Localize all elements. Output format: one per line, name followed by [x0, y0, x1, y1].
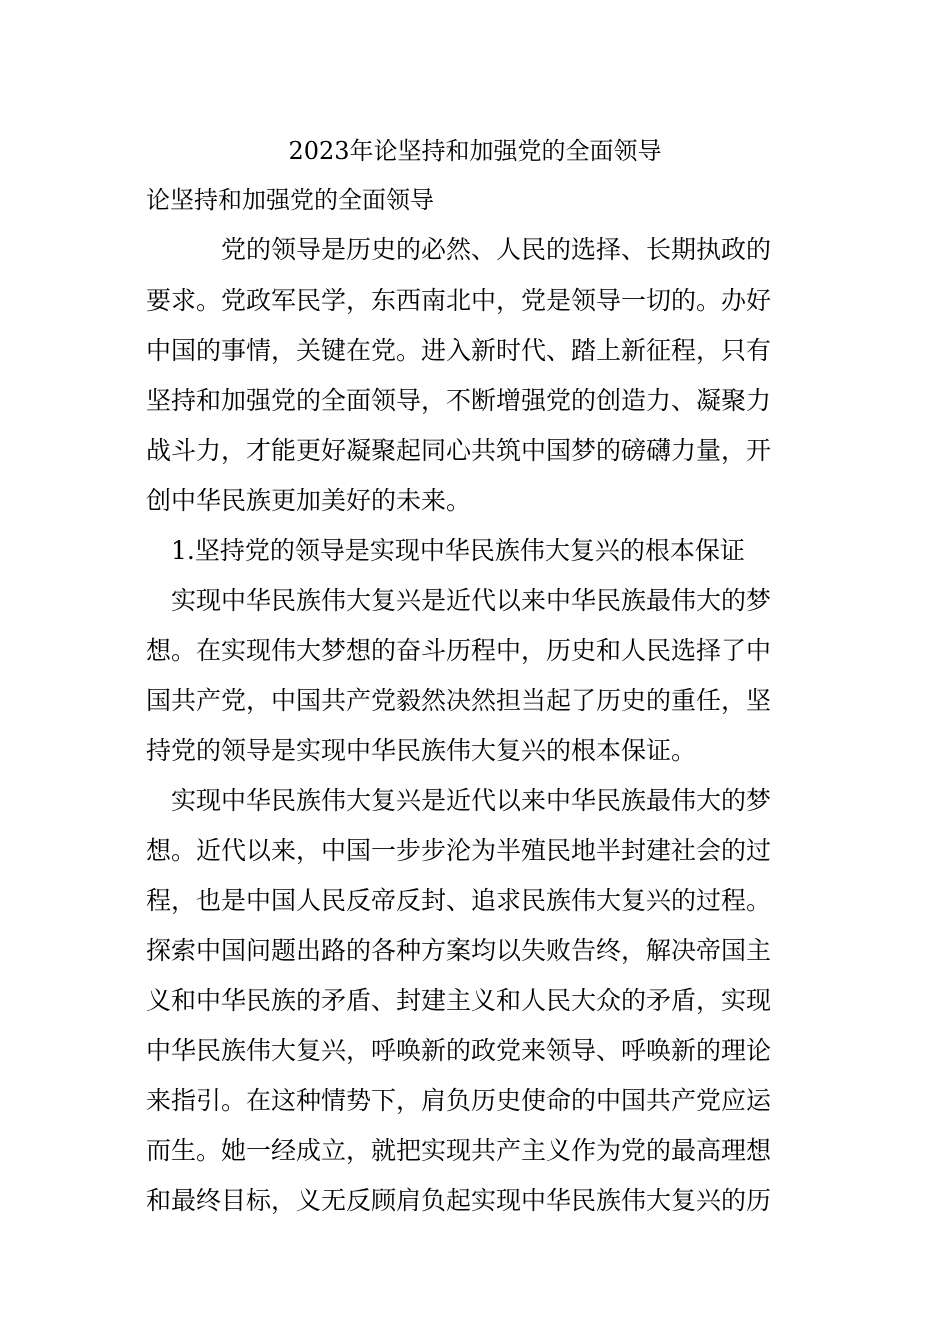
- paragraph-line: 中国的事情，关键在党。进入新时代、踏上新征程，只有: [146, 336, 772, 365]
- paragraph-line: 实现中华民族伟大复兴是近代以来中华民族最伟大的梦: [146, 586, 772, 615]
- document-title: 2023年论坚持和加强党的全面领导: [288, 137, 662, 165]
- paragraph-line: 来指引。在这种情势下，肩负历史使命的中国共产党应运: [146, 1086, 772, 1115]
- paragraph-line: 中华民族伟大复兴，呼唤新的政党来领导、呼唤新的理论: [146, 1036, 772, 1065]
- paragraph-line: 国共产党，中国共产党毅然决然担当起了历史的重任，坚: [146, 686, 772, 715]
- paragraph-line: 创中华民族更加美好的未来。: [146, 486, 472, 515]
- paragraph-line: 探索中国问题出路的各种方案均以失败告终，解决帝国主: [146, 936, 772, 965]
- paragraph-line: 持党的领导是实现中华民族伟大复兴的根本保证。: [146, 736, 697, 765]
- paragraph-line: 想。在实现伟大梦想的奋斗历程中，历史和人民选择了中: [146, 636, 772, 665]
- paragraph-line: 实现中华民族伟大复兴是近代以来中华民族最伟大的梦: [146, 786, 772, 815]
- paragraph-line: 而生。她一经成立，就把实现共产主义作为党的最高理想: [146, 1136, 772, 1165]
- paragraph-line: 和最终目标，义无反顾肩负起实现中华民族伟大复兴的历: [146, 1186, 772, 1215]
- paragraph-line: 义和中华民族的矛盾、封建主义和人民大众的矛盾，实现: [146, 986, 772, 1015]
- paragraph-line: 战斗力，才能更好凝聚起同心共筑中国梦的磅礴力量，开: [146, 436, 772, 465]
- paragraph-line: 想。近代以来，中国一步步沦为半殖民地半封建社会的过: [146, 836, 772, 865]
- document-subtitle: 论坚持和加强党的全面领导: [146, 186, 434, 214]
- paragraph-line: 坚持和加强党的全面领导，不断增强党的创造力、凝聚力: [146, 386, 772, 415]
- paragraph-line: 要求。党政军民学，东西南北中，党是领导一切的。办好: [146, 286, 772, 315]
- section-heading: 1.坚持党的领导是实现中华民族伟大复兴的根本保证: [146, 536, 745, 565]
- paragraph-line: 程，也是中国人民反帝反封、追求民族伟大复兴的过程。: [146, 886, 772, 915]
- paragraph-line: 党的领导是历史的必然、人民的选择、长期执政的: [146, 235, 772, 264]
